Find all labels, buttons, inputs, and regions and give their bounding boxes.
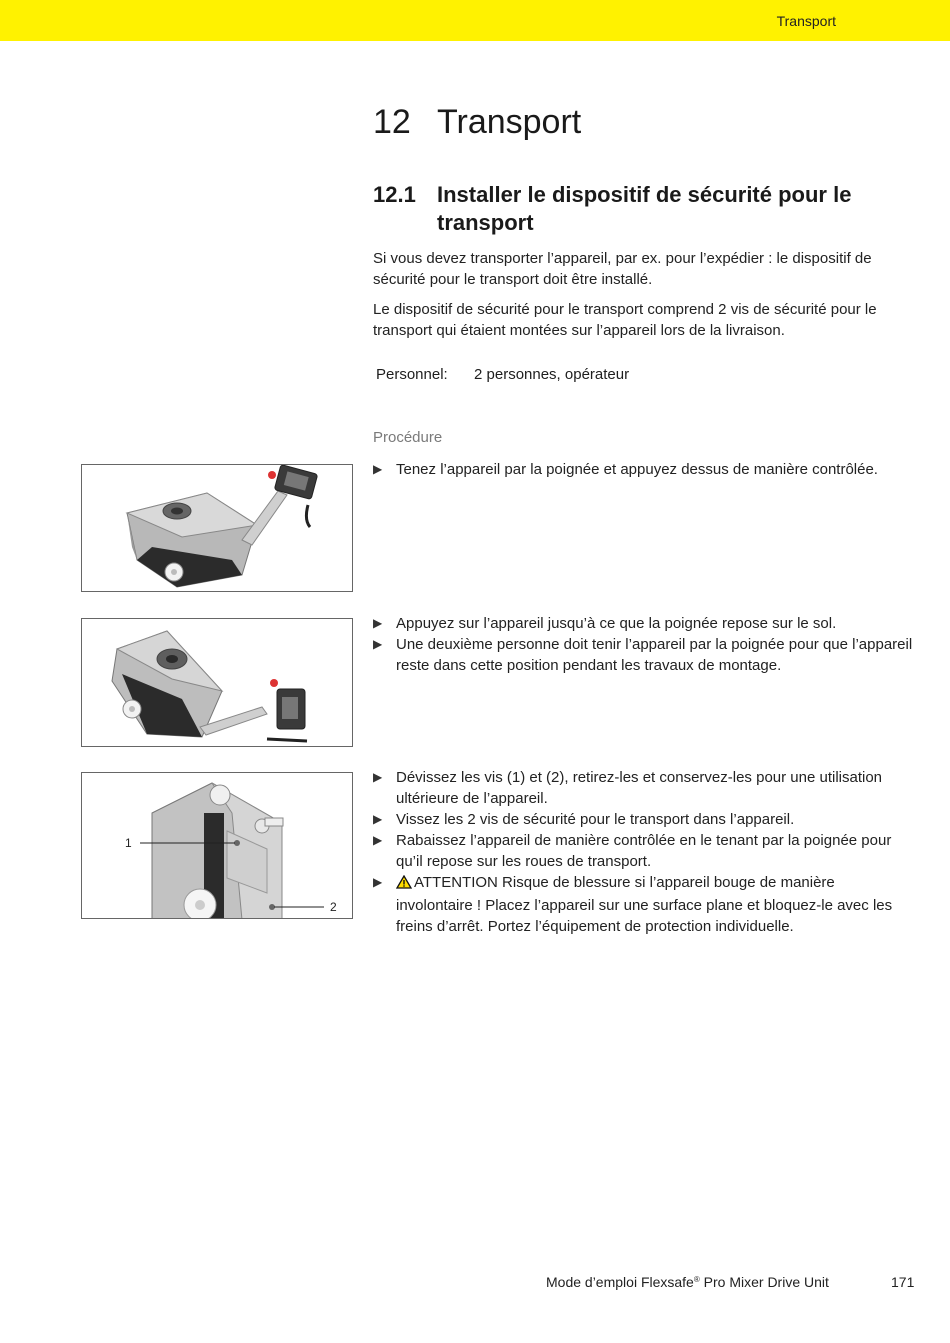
section-title: Installer le dispositif de sécurité pour le transport — [437, 182, 852, 235]
steps-group-3 — [373, 767, 913, 937]
chapter-heading — [373, 103, 581, 142]
list-item — [373, 634, 913, 676]
triangle-right-icon: ▶ — [373, 616, 383, 630]
list-item — [373, 767, 913, 809]
figure-screws-underside — [81, 772, 353, 919]
triangle-right-icon: ▶ — [373, 812, 383, 826]
header-bar — [0, 0, 950, 41]
warning-triangle-icon — [396, 874, 412, 895]
footer-document-title — [546, 1274, 829, 1290]
footer-title-text: Mode d’emploi Flexsafe — [546, 1274, 694, 1290]
list-item — [373, 613, 913, 634]
footer-title-rest: Pro Mixer Drive Unit — [699, 1274, 829, 1290]
section-number: 12.1 — [373, 182, 416, 207]
list-item — [373, 459, 913, 480]
warning-text: Risque de blessure si l’appareil bouge de manière involontaire ! Placez l’appareil sur une surface plane et bloquez-le avec les freins d’arrêt. Portez l’équipement de protection individuelle. — [396, 874, 893, 935]
list-item — [373, 830, 913, 872]
triangle-right-icon: ▶ — [373, 462, 383, 476]
triangle-right-icon: ▶ — [373, 770, 383, 784]
step-text: Vissez les 2 vis de sécurité pour le transport dans l’appareil. — [396, 811, 795, 828]
warning-keyword: ATTENTION — [414, 874, 498, 891]
intro-paragraph-2: Le dispositif de sécurité pour le transport comprend 2 vis de sécurité pour le transport qui étaient montées sur l’appareil lors de la livraison. — [373, 301, 877, 339]
procedure-heading: Procédure — [373, 429, 443, 446]
page-number: 171 — [891, 1274, 915, 1290]
figure-device-tilt — [81, 464, 353, 592]
step-text: Dévissez les vis (1) et (2), retirez-les et conservez-les pour une utilisation ultérieure de l’appareil. — [396, 769, 883, 807]
steps-group-2 — [373, 613, 913, 676]
personnel-value: 2 personnes, opérateur — [474, 366, 630, 383]
registered-mark: ® — [693, 1275, 700, 1284]
chapter-title: Transport — [437, 103, 582, 141]
step-text: Une deuxième personne doit tenir l’appareil par la poignée pour que l’appareil reste dans cette position pendant les travaux de montage. — [396, 636, 913, 674]
triangle-right-icon: ▶ — [373, 833, 383, 847]
list-item — [373, 809, 913, 830]
triangle-right-icon: ▶ — [373, 875, 383, 889]
intro-paragraph-1: Si vous devez transporter l’appareil, par ex. pour l’expédier : le dispositif de sécurité pour le transport doit être installé. — [373, 250, 872, 288]
header-section-name: Transport — [776, 13, 836, 29]
warning-item — [373, 872, 913, 937]
chapter-number: 12 — [373, 103, 411, 141]
step-text: Tenez l’appareil par la poignée et appuyez dessus de manière contrôlée. — [396, 461, 878, 478]
triangle-right-icon: ▶ — [373, 637, 383, 651]
step-text: Appuyez sur l’appareil jusqu’à ce que la poignée repose sur le sol. — [396, 615, 837, 632]
callout-1: 1 — [125, 836, 132, 850]
step-text: Rabaissez l’appareil de manière contrôlée en le tenant par la poignée pour qu’il repose sur les roues de transport. — [396, 832, 892, 870]
figure-handle-on-floor — [81, 618, 353, 747]
callout-2: 2 — [330, 900, 337, 914]
steps-group-1 — [373, 459, 913, 480]
personnel-label: Personnel: — [376, 366, 448, 383]
